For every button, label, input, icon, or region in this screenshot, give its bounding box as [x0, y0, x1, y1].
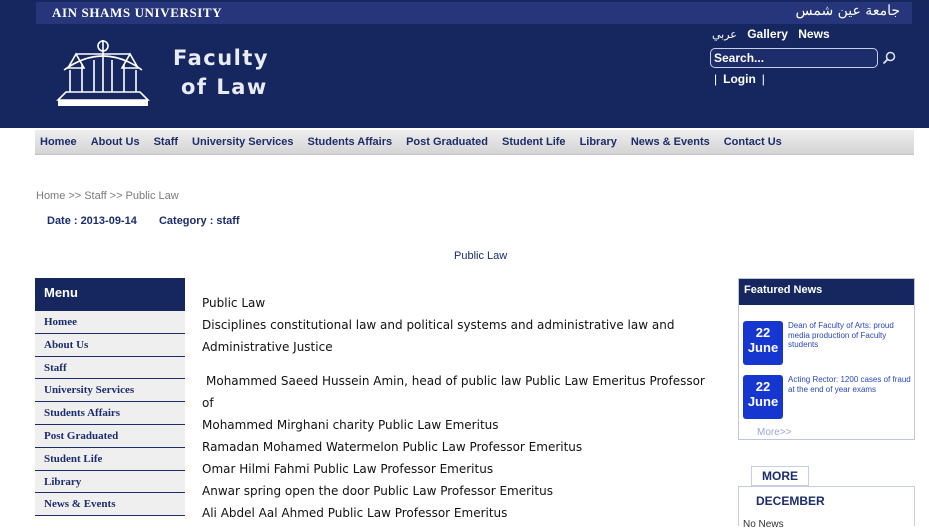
- staff-entry: Mohammed Mirghani charity Public Law Emeritus: [202, 418, 499, 432]
- sidebar-item-home[interactable]: Homee: [35, 311, 185, 334]
- staff-entry: Ali Abdel Aal Ahmed Public Law Professor Emeritus: [202, 506, 508, 520]
- search-input[interactable]: [710, 48, 878, 68]
- news-date-month: June: [747, 394, 779, 409]
- category-label: Category :: [158, 215, 214, 227]
- more-button[interactable]: MORE: [751, 466, 809, 486]
- nav-item-library[interactable]: Library: [579, 136, 617, 148]
- news-calendar: [738, 486, 915, 530]
- news-headline[interactable]: Dean of Faculty of Arts: proud media production of Faculty students: [788, 321, 894, 349]
- page-title: Public Law: [454, 250, 508, 262]
- breadcrumb-home[interactable]: Home: [36, 190, 66, 202]
- arabic-language-link[interactable]: عربي: [712, 28, 737, 41]
- nav-item-student-life[interactable]: Student Life: [502, 136, 566, 148]
- nav-item-news-events[interactable]: News & Events: [630, 136, 710, 148]
- arabic-university-name: جامعة عين شمس: [795, 3, 900, 19]
- nav-item-home[interactable]: Homee: [40, 136, 77, 148]
- staff-entry: Anwar spring open the door Public Law Professor Emeritus: [202, 484, 553, 498]
- date-value: 2013-09-14: [80, 215, 137, 227]
- nav-item-university-services[interactable]: University Services: [192, 136, 294, 148]
- faculty-title: [173, 44, 313, 102]
- sidebar-item-student-life[interactable]: Student Life: [35, 448, 185, 471]
- staff-entry: Omar Hilmi Fahmi Public Law Professor Emeritus: [202, 462, 494, 476]
- breadcrumb-staff[interactable]: Staff: [84, 190, 107, 202]
- main-nav: [35, 130, 914, 155]
- featured-news-more-link[interactable]: More>>: [757, 427, 792, 438]
- staff-entry: Mohammed Saeed Hussein Amin, head of public law Public Law Emeritus Professor: [206, 374, 705, 388]
- faculty-title-line1: Faculty: [173, 46, 270, 70]
- news-date-badge: [743, 375, 783, 419]
- staff-entry: Ramadan Mohamed Watermelon Public Law Professor Emeritus: [202, 440, 583, 454]
- gallery-link[interactable]: Gallery: [747, 27, 788, 41]
- news-date-day: 22: [755, 325, 771, 340]
- nav-item-contact-us[interactable]: Contact Us: [723, 136, 782, 148]
- sidebar-menu-title: Menu: [35, 278, 185, 311]
- news-date-badge: [743, 321, 783, 365]
- calendar-month: DECEMBER: [756, 494, 825, 508]
- category-value[interactable]: staff: [216, 215, 240, 227]
- nav-item-students-affairs[interactable]: Students Affairs: [307, 136, 393, 148]
- sidebar-item-post-graduated[interactable]: Post Graduated: [35, 425, 185, 448]
- nav-item-about-us[interactable]: About Us: [90, 136, 140, 148]
- login-link[interactable]: Login: [723, 72, 756, 86]
- breadcrumb-separator: >>: [109, 190, 123, 202]
- sidebar-item-students-affairs[interactable]: Students Affairs: [35, 402, 185, 425]
- article-description-line: Disciplines constitutional law and political systems and administrative law and: [202, 318, 675, 332]
- news-link[interactable]: News: [798, 27, 830, 41]
- sidebar-menu: [35, 278, 185, 516]
- university-name: AIN SHAMS UNIVERSITY: [52, 5, 223, 20]
- site-header: [0, 0, 929, 128]
- top-strip: [36, 2, 912, 24]
- article-description-line: Administrative Justice: [202, 340, 333, 354]
- date-label: Date :: [47, 215, 78, 227]
- news-date-month: June: [747, 340, 779, 355]
- nav-item-post-graduated[interactable]: Post Graduated: [406, 136, 488, 148]
- login-row: | Login |: [714, 72, 765, 86]
- search-icon[interactable]: [882, 51, 896, 65]
- faculty-title-line2: of Law: [181, 75, 268, 99]
- news-headline[interactable]: Acting Rector: 1200 cases of fraud at the end of year exams: [788, 375, 911, 394]
- sidebar-item-university-services[interactable]: University Services: [35, 379, 185, 402]
- sidebar-item-about-us[interactable]: About Us: [35, 334, 185, 357]
- article-meta: [47, 215, 240, 227]
- breadcrumb-current[interactable]: Public Law: [125, 190, 179, 202]
- breadcrumb-separator: >>: [68, 190, 82, 202]
- top-links: [712, 27, 837, 41]
- article-title: Public Law: [202, 296, 266, 310]
- news-date-day: 22: [755, 379, 771, 394]
- featured-news-panel: [738, 278, 915, 440]
- staff-entry-continued: of: [202, 396, 214, 410]
- calendar-empty-text: No News: [743, 519, 784, 530]
- sidebar-item-library[interactable]: Library: [35, 471, 185, 494]
- breadcrumb: [36, 190, 179, 202]
- featured-news-title: Featured News: [739, 279, 914, 305]
- university-logo[interactable]: [50, 34, 156, 108]
- nav-item-staff[interactable]: Staff: [153, 136, 179, 148]
- sidebar-item-staff[interactable]: Staff: [35, 357, 185, 380]
- sidebar-item-news-events[interactable]: News & Events: [35, 493, 185, 516]
- article-content: [202, 292, 714, 524]
